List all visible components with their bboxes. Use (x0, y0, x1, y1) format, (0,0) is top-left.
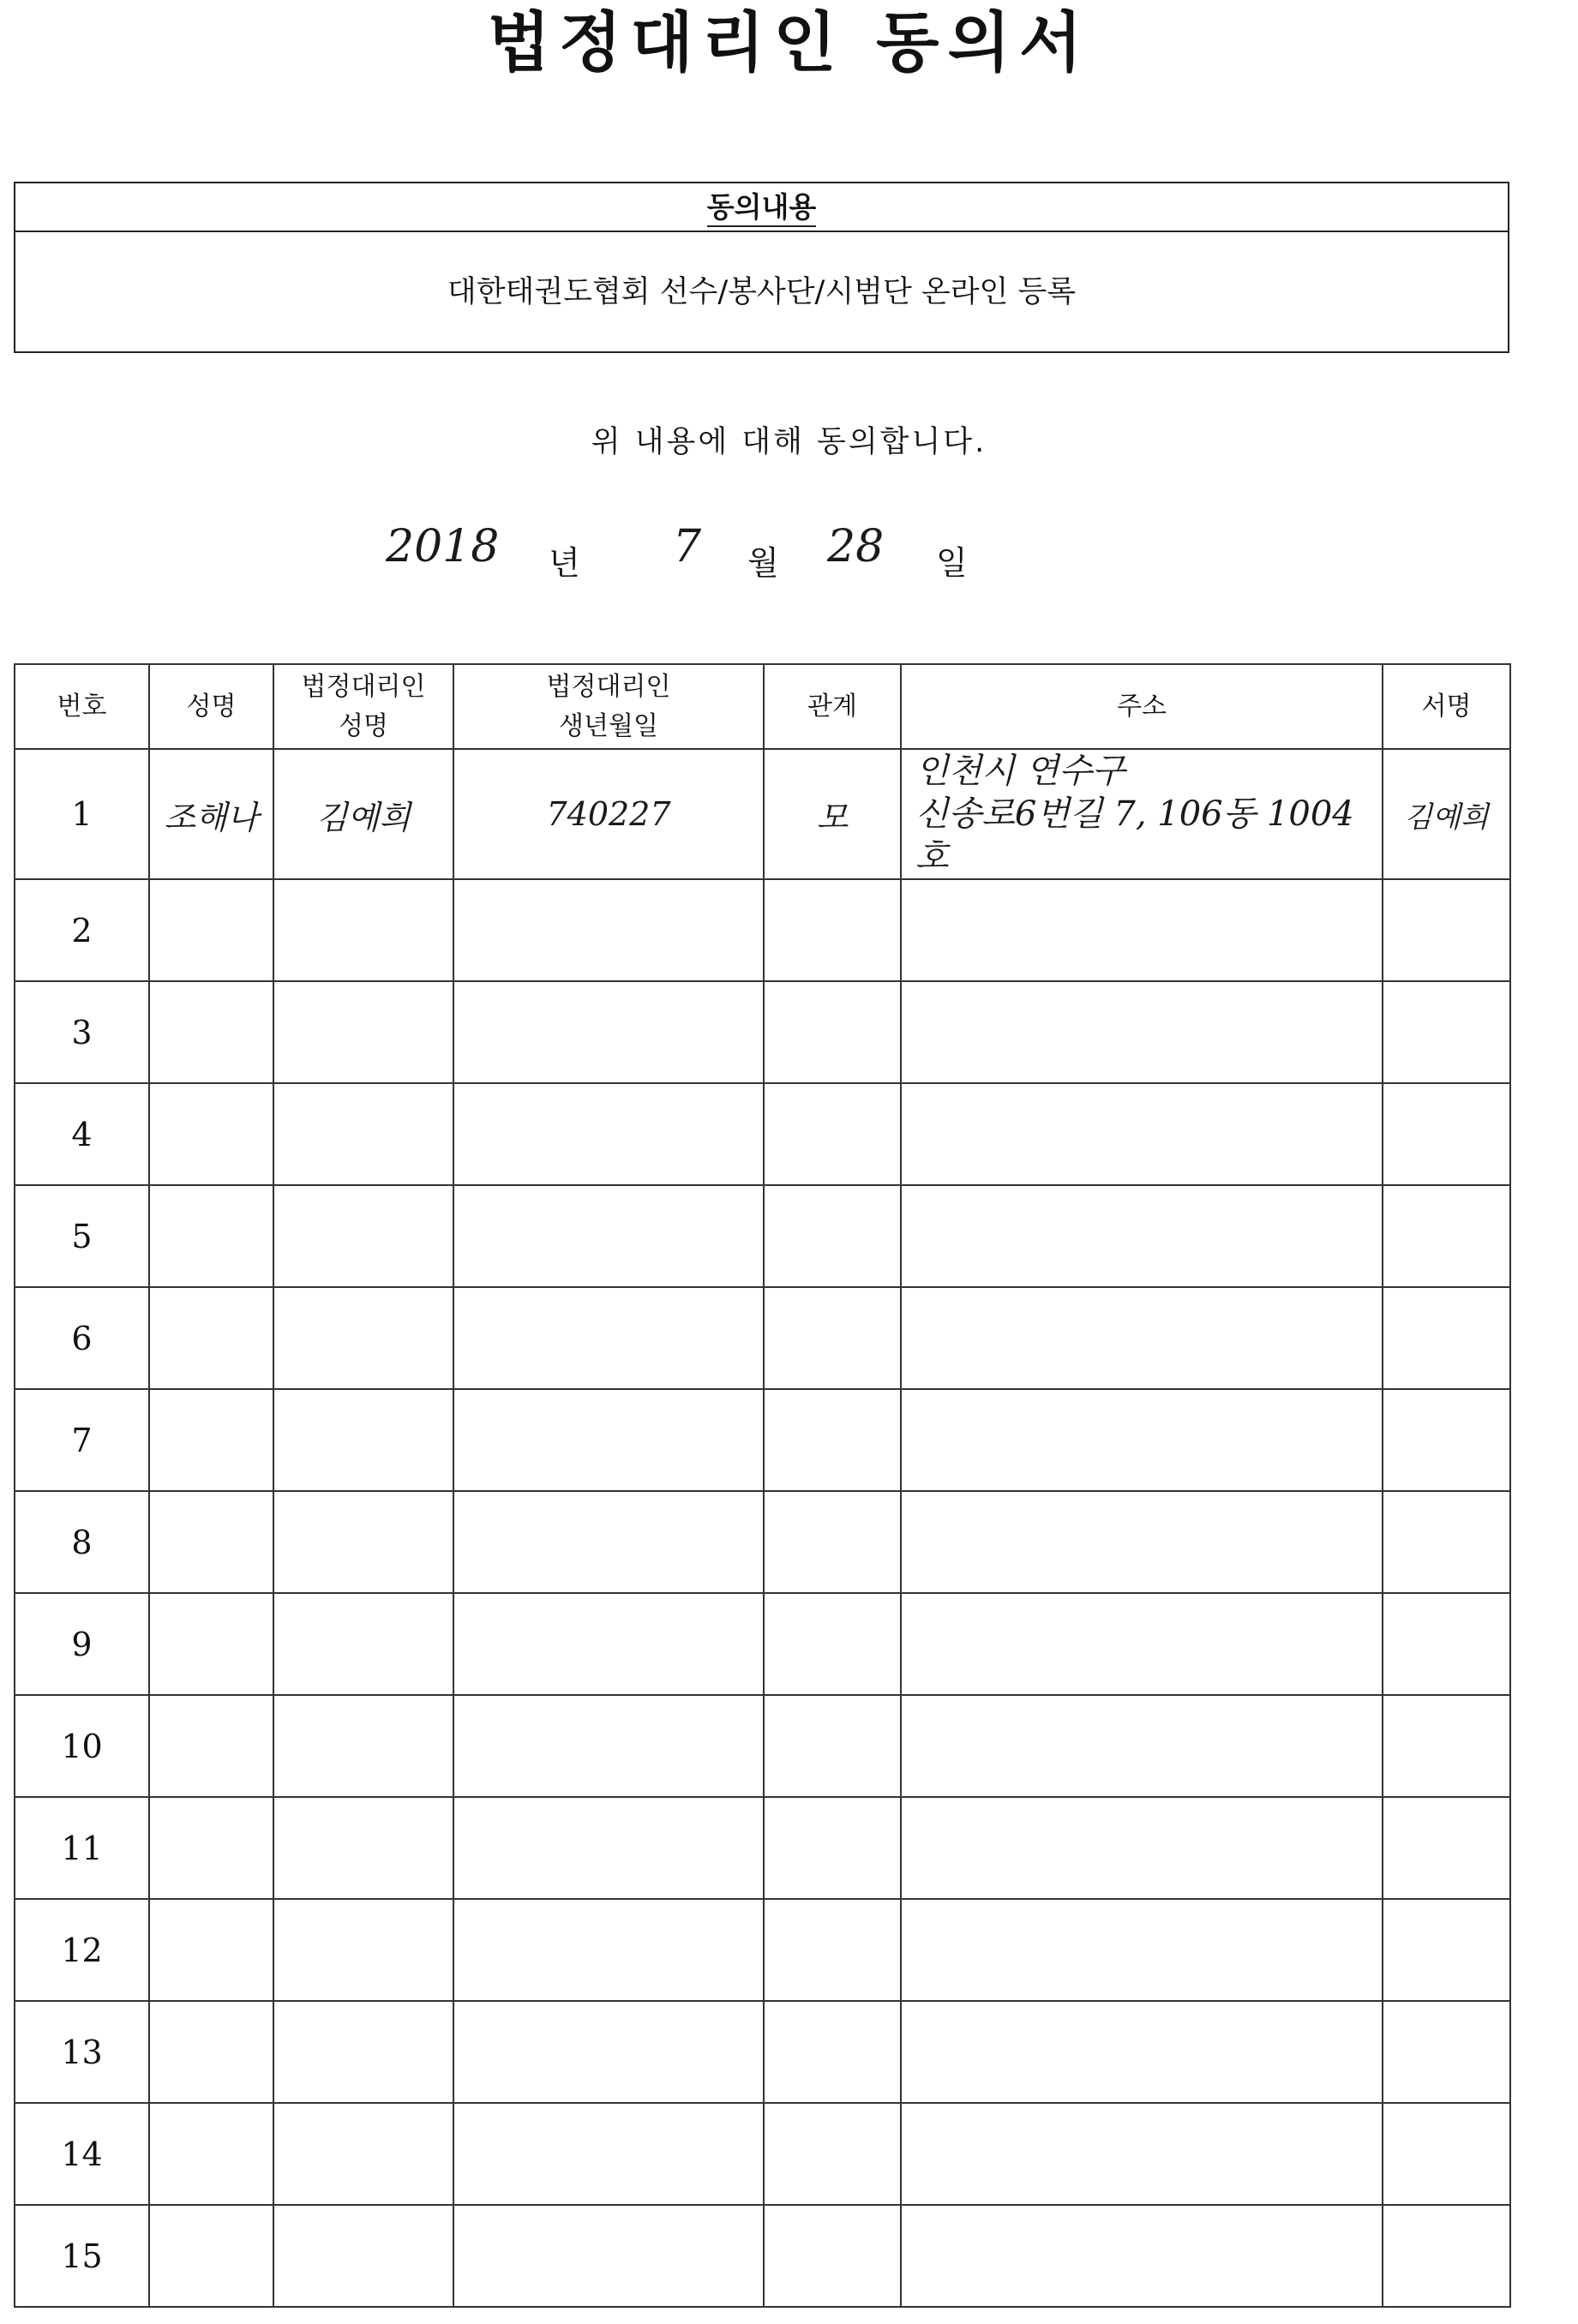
row-no: 14 (15, 2103, 149, 2205)
row-no: 10 (15, 1695, 149, 1797)
row-signature (1383, 2001, 1510, 2103)
table-row (15, 1389, 1510, 1491)
table-row (15, 1491, 1510, 1593)
row-no: 9 (15, 1593, 149, 1695)
row-no: 3 (15, 981, 149, 1083)
table-row (15, 2103, 1510, 2205)
row-address (901, 1797, 1383, 1899)
row-guardian-name (273, 2103, 453, 2205)
header-guardian-birth-line2: 생년월일 (559, 710, 658, 741)
date-month-value: 7 (673, 521, 702, 572)
row-name (149, 981, 273, 1083)
row-name (149, 1185, 273, 1287)
row-guardian-birth (453, 1083, 764, 1185)
date-month-unit: 월 (747, 544, 779, 582)
table-row (15, 1287, 1510, 1389)
document-title: 법정대리인 동의서 (487, 4, 1091, 81)
row-guardian-birth: 740227 (453, 749, 764, 879)
row-relation (764, 1797, 901, 1899)
row-address (901, 1287, 1383, 1389)
date-year-value: 2018 (386, 521, 500, 572)
row-guardian-birth (453, 1287, 764, 1389)
row-name (149, 2001, 273, 2103)
header-guardian-name (273, 664, 453, 749)
row-name (149, 879, 273, 981)
row-address (901, 879, 1383, 981)
row-guardian-birth (453, 981, 764, 1083)
row-address (901, 1593, 1383, 1695)
row-address (901, 1185, 1383, 1287)
row-signature (1383, 1797, 1510, 1899)
row-guardian-birth (453, 1491, 764, 1593)
row-name (149, 2205, 273, 2307)
date-year-unit: 년 (549, 544, 580, 582)
row-address (901, 1899, 1383, 2001)
row-signature (1383, 1593, 1510, 1695)
row-guardian-name (273, 1491, 453, 1593)
row-name (149, 2103, 273, 2205)
row-guardian-birth (453, 1185, 764, 1287)
header-name: 성명 (149, 664, 273, 749)
row-address (901, 1083, 1383, 1185)
header-address: 주소 (901, 664, 1383, 749)
row-relation (764, 2103, 901, 2205)
header-relation: 관계 (764, 664, 901, 749)
row-address (901, 981, 1383, 1083)
table-row (15, 1899, 1510, 2001)
row-name (149, 1083, 273, 1185)
row-guardian-name (273, 1899, 453, 2001)
table-row (15, 879, 1510, 981)
table-row (15, 1797, 1510, 1899)
row-name (149, 1899, 273, 2001)
row-relation (764, 1083, 901, 1185)
row-signature (1383, 981, 1510, 1083)
row-guardian-birth (453, 1695, 764, 1797)
row-relation (764, 1185, 901, 1287)
row-no: 8 (15, 1491, 149, 1593)
table-row (15, 981, 1510, 1083)
row-guardian-name (273, 2205, 453, 2307)
row-address (901, 1695, 1383, 1797)
row-guardian-name (273, 981, 453, 1083)
row-name (149, 1287, 273, 1389)
row-guardian-name (273, 1593, 453, 1695)
row-no: 13 (15, 2001, 149, 2103)
row-no: 2 (15, 879, 149, 981)
row-relation (764, 2205, 901, 2307)
row-guardian-birth (453, 2205, 764, 2307)
table-row (15, 1695, 1510, 1797)
row-guardian-birth (453, 879, 764, 981)
consent-header (15, 183, 1508, 232)
row-relation: 모 (764, 749, 901, 879)
row-no: 5 (15, 1185, 149, 1287)
row-signature (1383, 1287, 1510, 1389)
row-no: 11 (15, 1797, 149, 1899)
registration-table (14, 663, 1511, 2308)
row-signature (1383, 1185, 1510, 1287)
row-signature: 김예희 (1383, 749, 1510, 879)
row-relation (764, 981, 901, 1083)
date-day-unit: 일 (936, 544, 968, 582)
row-no: 6 (15, 1287, 149, 1389)
row-relation (764, 1287, 901, 1389)
row-no: 7 (15, 1389, 149, 1491)
row-guardian-name (273, 1185, 453, 1287)
consent-header-label: 동의내용 (707, 190, 817, 227)
row-address (901, 2103, 1383, 2205)
header-signature: 서명 (1383, 664, 1510, 749)
row-guardian-birth (453, 1899, 764, 2001)
row-address-line2: 신송로6번길 7, 106동 1004호 (915, 794, 1354, 877)
row-guardian-birth (453, 1593, 764, 1695)
header-guardian-birth-line1: 법정대리인 (546, 671, 671, 702)
row-relation (764, 1899, 901, 2001)
row-no: 12 (15, 1899, 149, 2001)
row-guardian-birth (453, 1389, 764, 1491)
row-guardian-name (273, 1287, 453, 1389)
row-relation (764, 2001, 901, 2103)
row-relation (764, 1695, 901, 1797)
row-address-line1: 인천시 연수구 (915, 752, 1125, 791)
agree-statement: 위 내용에 대해 동의합니다. (591, 425, 987, 459)
table-header-row (15, 664, 1510, 749)
row-name (149, 1695, 273, 1797)
row-name (149, 1593, 273, 1695)
row-name: 조해나 (149, 749, 273, 879)
row-relation (764, 1389, 901, 1491)
table-row (15, 1083, 1510, 1185)
row-guardian-name (273, 1695, 453, 1797)
row-relation (764, 1593, 901, 1695)
row-guardian-name (273, 1389, 453, 1491)
row-guardian-name (273, 1083, 453, 1185)
row-guardian-name (273, 1797, 453, 1899)
row-no: 15 (15, 2205, 149, 2307)
header-guardian-birth (453, 664, 764, 749)
consent-content: 대한태권도협회 선수/봉사단/시범단 온라인 등록 (447, 275, 1077, 309)
row-guardian-birth (453, 1797, 764, 1899)
row-name (149, 1491, 273, 1593)
header-guardian-name-line2: 성명 (339, 710, 388, 741)
row-signature (1383, 2205, 1510, 2307)
row-signature (1383, 1083, 1510, 1185)
row-guardian-name (273, 2001, 453, 2103)
header-no: 번호 (15, 664, 149, 749)
row-address (901, 1389, 1383, 1491)
row-address (901, 1491, 1383, 1593)
table-row (15, 1593, 1510, 1695)
row-signature (1383, 1491, 1510, 1593)
row-signature (1383, 2103, 1510, 2205)
row-guardian-name (273, 879, 453, 981)
consent-box (14, 182, 1509, 353)
row-signature (1383, 879, 1510, 981)
row-no: 4 (15, 1083, 149, 1185)
row-name (149, 1389, 273, 1491)
row-signature (1383, 1389, 1510, 1491)
row-address (901, 749, 1383, 879)
table-row (15, 749, 1510, 879)
row-address (901, 2205, 1383, 2307)
row-no: 1 (15, 749, 149, 879)
table-row (15, 1185, 1510, 1287)
row-name (149, 1797, 273, 1899)
table-row (15, 2205, 1510, 2307)
header-guardian-name-line1: 법정대리인 (301, 671, 426, 702)
row-relation (764, 879, 901, 981)
table-row (15, 2001, 1510, 2103)
row-relation (764, 1491, 901, 1593)
row-guardian-birth (453, 2103, 764, 2205)
row-signature (1383, 1695, 1510, 1797)
date-day-value: 28 (827, 521, 885, 572)
row-guardian-name: 김예희 (273, 749, 453, 879)
row-address (901, 2001, 1383, 2103)
row-guardian-birth (453, 2001, 764, 2103)
row-signature (1383, 1899, 1510, 2001)
